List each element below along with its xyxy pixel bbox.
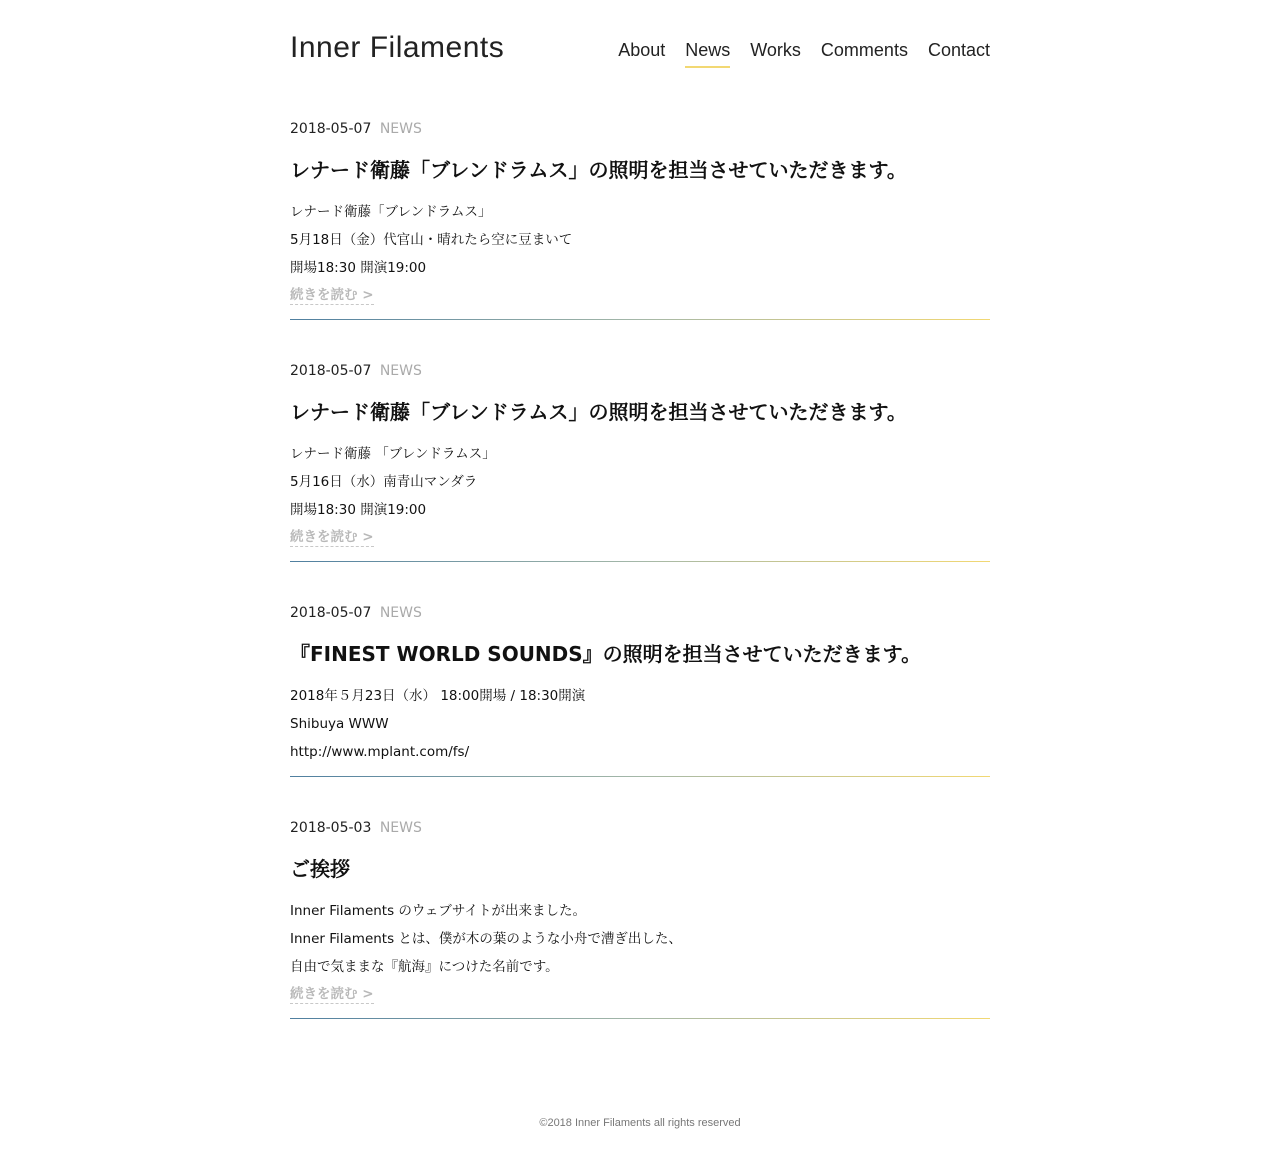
post-title[interactable]: レナード衛藤「ブレンドラムス」の照明を担当させていただきます。 bbox=[290, 400, 907, 424]
post-body-line: 自由で気ままな『航海』につけた名前です。 bbox=[290, 959, 559, 975]
news-post bbox=[290, 809, 990, 1019]
post-body-line: 開場18:30 開演19:00 bbox=[290, 502, 427, 518]
post-category[interactable]: NEWS bbox=[379, 121, 422, 137]
post-body-line: 開場18:30 開演19:00 bbox=[290, 260, 427, 276]
post-date: 2018-05-07 bbox=[290, 363, 372, 379]
post-title[interactable]: レナード衛藤「ブレンドラムス」の照明を担当させていただきます。 bbox=[290, 158, 907, 182]
page-container bbox=[290, 0, 990, 1051]
post-link-url[interactable]: http://www.mplant.com/fs/ bbox=[290, 744, 470, 760]
post-body-line: 5月16日（水）南青山マンダラ bbox=[290, 474, 478, 490]
post-category[interactable]: NEWS bbox=[379, 820, 422, 836]
post-date: 2018-05-03 bbox=[290, 820, 372, 836]
copyright-text: ©2018 Inner Filaments all rights reserved bbox=[539, 1117, 741, 1129]
news-post bbox=[290, 110, 990, 320]
post-separator bbox=[290, 319, 990, 320]
post-separator bbox=[290, 1018, 990, 1019]
site-footer bbox=[0, 1117, 1280, 1129]
post-body-line: レナード衛藤「ブレンドラムス」 bbox=[290, 204, 492, 220]
post-title[interactable]: ご挨拶 bbox=[290, 857, 350, 881]
post-meta bbox=[290, 362, 990, 380]
read-more-link[interactable]: 続きを読む > bbox=[290, 529, 374, 545]
post-body-line: Inner Filaments のウェブサイトが出来ました。 bbox=[290, 903, 586, 919]
post-body-line: Shibuya WWW bbox=[290, 716, 389, 732]
post-date: 2018-05-07 bbox=[290, 605, 372, 621]
news-list bbox=[290, 110, 990, 1019]
site-title[interactable]: Inner Filaments bbox=[290, 31, 505, 64]
post-meta bbox=[290, 120, 990, 138]
nav-comments[interactable]: Comments bbox=[820, 40, 908, 60]
read-more-link[interactable]: 続きを読む > bbox=[290, 986, 374, 1002]
read-more-link[interactable]: 続きを読む > bbox=[290, 287, 374, 303]
post-category[interactable]: NEWS bbox=[379, 363, 422, 379]
site-header bbox=[290, 0, 990, 110]
post-body-line: レナード衛藤 「ブレンドラムス」 bbox=[290, 446, 496, 462]
nav-works[interactable]: Works bbox=[750, 40, 801, 60]
post-category[interactable]: NEWS bbox=[379, 605, 422, 621]
post-separator bbox=[290, 776, 990, 777]
news-post bbox=[290, 594, 990, 777]
post-body-line: Inner Filaments とは、僕が木の葉のような小舟で漕ぎ出した、 bbox=[290, 931, 682, 947]
post-meta bbox=[290, 819, 990, 837]
post-body-line: 2018年５月23日（水） 18:00開場 / 18:30開演 bbox=[290, 688, 586, 704]
main-nav bbox=[598, 38, 990, 68]
news-post bbox=[290, 352, 990, 562]
post-body-line: 5月18日（金）代官山・晴れたら空に豆まいて bbox=[290, 232, 573, 248]
nav-contact[interactable]: Contact bbox=[927, 40, 990, 60]
nav-news[interactable]: News bbox=[685, 38, 730, 68]
post-title[interactable]: 『FINEST WORLD SOUNDS』の照明を担当させていただきます。 bbox=[290, 642, 922, 666]
post-separator bbox=[290, 561, 990, 562]
post-date: 2018-05-07 bbox=[290, 121, 372, 137]
nav-about[interactable]: About bbox=[618, 40, 666, 60]
post-meta bbox=[290, 604, 990, 622]
